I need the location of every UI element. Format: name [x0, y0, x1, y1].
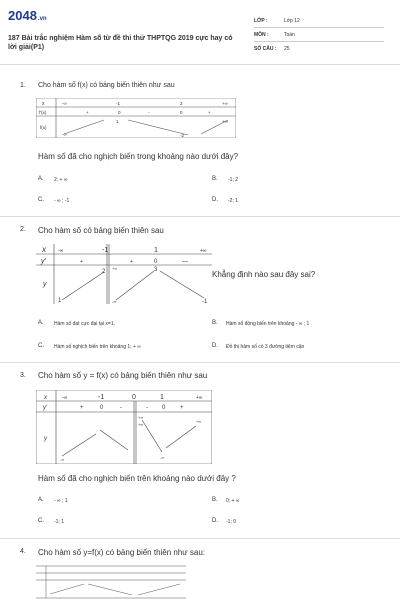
question-divider: [0, 362, 400, 363]
x-value: 1: [160, 394, 164, 401]
row-label-y: y: [44, 436, 47, 442]
sign-value: +: [208, 110, 211, 115]
option-letter: B.: [212, 497, 218, 503]
y-value: 2: [102, 269, 106, 275]
x-value: -∞: [58, 248, 64, 254]
count-label: SỐ CÂU :: [254, 46, 277, 52]
f-value: -∞: [62, 132, 67, 137]
sign-value: 0: [154, 259, 158, 265]
y-value: -∞: [60, 457, 65, 462]
logo-suffix: .vn: [37, 16, 47, 22]
meta-divider: [254, 27, 384, 28]
variation-table: [36, 390, 212, 464]
x-value: 0: [132, 394, 136, 401]
question-number: 4.: [20, 548, 26, 555]
row-label-y: y: [43, 281, 47, 288]
y-value: +∞: [196, 419, 202, 424]
sign-value: 0: [162, 405, 166, 411]
sign-value: +: [86, 110, 89, 115]
question-number: 3.: [20, 372, 26, 379]
sign-value: +: [180, 405, 184, 411]
row-label-x: x: [42, 245, 46, 254]
subject-label: MÔN :: [254, 32, 269, 38]
header-divider: [0, 64, 400, 65]
x-value: -1: [98, 394, 105, 401]
option-letter: C.: [38, 197, 44, 203]
x-value: -1: [102, 247, 109, 254]
option-text: - ∞ ; -1: [54, 198, 70, 204]
question-stem: Cho hàm số y=f(x) có bảng biến thiên như sau:: [38, 548, 206, 557]
sign-value: +: [130, 259, 133, 265]
f-value: -2: [180, 133, 185, 138]
row-label-f: f(x): [40, 125, 47, 130]
class-label: LỚP :: [254, 18, 268, 24]
sign-value: +: [80, 259, 83, 265]
option-letter: A.: [38, 176, 44, 182]
x-value: +∞: [196, 395, 203, 401]
x-value: 2: [180, 101, 183, 106]
option-text: 0; + ∞: [226, 498, 240, 504]
sign-value: 0: [180, 110, 183, 115]
row-label-yp: y': [43, 405, 48, 411]
logo-text: 2048: [8, 8, 37, 23]
x-value: +∞: [222, 101, 228, 106]
sign-value: -: [146, 405, 148, 411]
sign-value: —: [182, 259, 188, 265]
option-text: -1; 1: [54, 519, 65, 525]
question-stem: Cho hàm số có bảng biến thiên sau: [38, 226, 164, 235]
row-label-x: x: [44, 395, 47, 401]
question-stem: Cho hàm số f(x) có bảng biến thiên như sau: [38, 82, 175, 89]
x-value: -∞: [62, 395, 68, 401]
question-prompt: Hàm số đã cho nghịch biến trong khoảng nào dưới đây?: [38, 152, 239, 161]
option-text: Hàm số nghịch biến trên khoảng 1; + ∞: [54, 344, 141, 350]
option-letter: C.: [38, 343, 44, 349]
y-value: -1: [202, 299, 208, 305]
question-divider: [0, 216, 400, 217]
question-divider: [0, 538, 400, 539]
question-prompt: Khẳng định nào sau đây sai?: [212, 270, 316, 279]
option-letter: B.: [212, 320, 218, 326]
option-text: - ∞ ; 1: [54, 498, 68, 504]
sign-value: 0: [100, 405, 104, 411]
row-label-yp: y': [41, 258, 46, 265]
class-value: Lớp 12: [284, 18, 300, 24]
x-value: +∞: [200, 248, 207, 254]
question-prompt: Hàm số đã cho nghịch biến trên khoảng nào dưới đây ?: [38, 474, 236, 483]
subject-value: Toán: [284, 32, 295, 38]
option-letter: B.: [212, 176, 218, 182]
variation-table: [36, 564, 186, 600]
f-value: +∞: [222, 119, 228, 124]
y-value: -∞: [160, 455, 165, 460]
option-text: Hàm số đạt cực đại tại x=1.: [54, 321, 116, 327]
row-label-x: x: [42, 101, 45, 107]
option-letter: D.: [212, 343, 218, 349]
sign-value: 0: [118, 110, 121, 115]
count-value: 25: [284, 46, 290, 52]
sign-value: -: [148, 110, 150, 115]
x-value: -1: [116, 101, 121, 106]
meta-divider: [254, 41, 384, 42]
option-text: Đồ thị hàm số có 3 đường tiệm cận: [226, 344, 305, 350]
option-text: -1; 2: [228, 177, 239, 183]
option-text: Hàm số đồng biến trên khoảng - ∞ ; 1: [226, 321, 310, 327]
option-text: 2; + ∞: [54, 177, 68, 183]
f-value: 1: [116, 119, 119, 124]
y-value: -∞: [112, 299, 117, 304]
y-value: 1: [58, 298, 62, 304]
y-value: 3: [154, 267, 158, 273]
x-value: -∞: [62, 101, 67, 106]
x-value: 1: [154, 247, 158, 254]
y-value: +∞: [138, 422, 144, 427]
option-letter: D.: [212, 197, 218, 203]
variation-table: [36, 98, 236, 138]
sign-value: -: [120, 405, 122, 411]
question-number: 1.: [20, 82, 26, 89]
option-letter: A.: [38, 497, 44, 503]
y-value: +∞: [138, 415, 144, 420]
option-letter: D.: [212, 518, 218, 524]
option-text: -1; 0: [226, 519, 237, 525]
option-text: -2; 1: [228, 198, 239, 204]
question-number: 2.: [20, 226, 26, 233]
sign-value: +: [80, 405, 84, 411]
option-letter: C.: [38, 518, 44, 524]
row-label-fp: f'(x): [39, 110, 47, 115]
document-title: 187 Bài trắc nghiệm Hàm số từ đề thi thử THPTQG 2019 cực hay có lời giải(P1): [8, 35, 233, 51]
y-value: +∞: [112, 266, 118, 271]
variation-table: [36, 242, 212, 306]
question-stem: Cho hàm số y = f(x) có bảng biến thiên như sau: [38, 371, 208, 380]
option-letter: A.: [38, 320, 44, 326]
site-logo[interactable]: [8, 8, 47, 23]
